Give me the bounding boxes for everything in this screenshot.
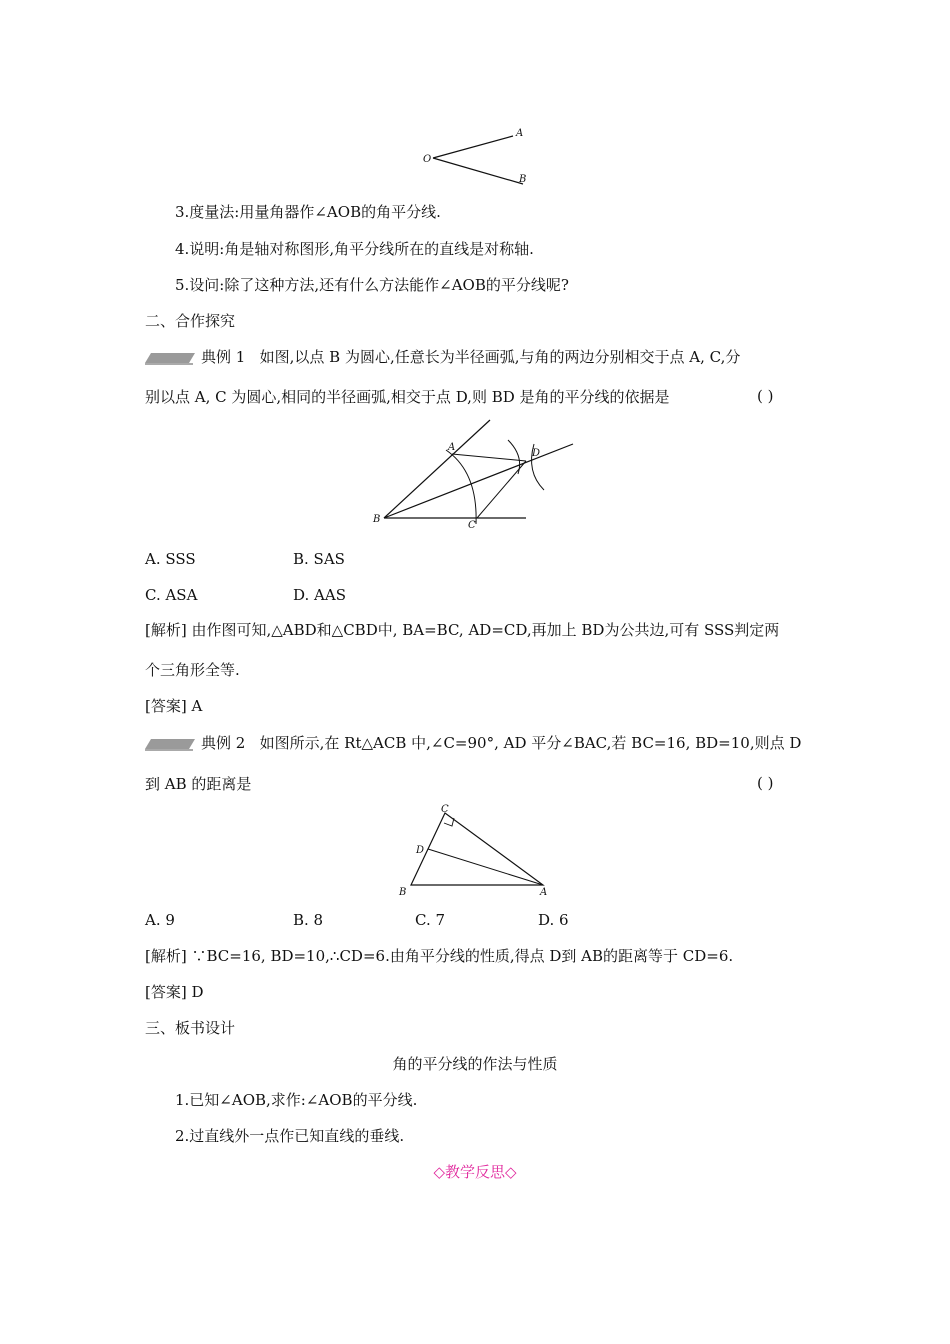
label-a: A — [516, 128, 524, 139]
board-title: 角的平分线的作法与性质 — [392, 1055, 558, 1073]
item-3: 3.度量法:用量角器作∠AOB的角平分线. — [175, 203, 441, 221]
example-1-line-1 — [145, 347, 740, 367]
section-heading-2: 二、合作探究 — [145, 312, 236, 330]
example-2-text-2: 到 AB 的距离是 — [145, 775, 252, 793]
board-item-2: 2.过直线外一点作已知直线的垂线. — [175, 1127, 405, 1145]
figure-angle-aob — [415, 122, 540, 190]
example-1-option-c: C. ASA — [145, 586, 198, 604]
fig1-label-d: D — [532, 448, 541, 459]
fig1-label-c: C — [468, 520, 476, 531]
example-2-analysis: [解析] ∵BC=16, BD=10,∴CD=6.由角平分线的性质,得点 D到 AB的距离等于 CD=6. — [145, 947, 734, 965]
teaching-reflection-heading: ◇教学反思◇ — [433, 1163, 517, 1181]
fig2-label-b: B — [399, 887, 407, 898]
example-1-answer: [答案] A — [145, 697, 203, 715]
example-2-label: 典例 2 — [201, 734, 246, 752]
ray-oa — [433, 136, 513, 158]
label-o: O — [423, 154, 432, 165]
fig1-label-a: A — [448, 442, 456, 453]
example-1-option-d: D. AAS — [293, 586, 346, 604]
example-2-text-1: 如图所示,在 Rt△ACB 中,∠C=90°, AD 平分∠BAC,若 BC=16, BD=10,则点 D — [259, 734, 802, 752]
example-2-option-b: B. 8 — [293, 911, 324, 929]
example-1-text-1: 如图,以点 B 为圆心,任意长为半径画弧,与角的两边分别相交于点 A, C,分 — [259, 348, 741, 366]
example-2-line-1 — [145, 733, 801, 753]
label-b: B — [519, 174, 527, 185]
example-2-option-c: C. 7 — [415, 911, 446, 929]
ray-ob — [433, 158, 523, 184]
figure-example-2 — [395, 803, 555, 898]
example-1-answer-paren: ( ) — [757, 387, 774, 405]
example-1-option-b: B. SAS — [293, 550, 345, 568]
item-4: 4.说明:角是轴对称图形,角平分线所在的直线是对称轴. — [175, 240, 534, 258]
example-tag-icon — [145, 351, 195, 365]
board-item-1: 1.已知∠AOB,求作:∠AOB的平分线. — [175, 1091, 418, 1109]
example-1-analysis-2: 个三角形全等. — [145, 661, 240, 679]
fig2-label-c: C — [441, 804, 449, 815]
example-2-option-a: A. 9 — [145, 911, 175, 929]
example-1-label: 典例 1 — [201, 348, 246, 366]
example-2-answer: [答案] D — [145, 983, 204, 1001]
item-5: 5.设问:除了这种方法,还有什么方法能作∠AOB的平分线呢? — [175, 276, 569, 294]
example-1-option-a: A. SSS — [145, 550, 196, 568]
fig1-label-b: B — [373, 514, 381, 525]
example-2-option-d: D. 6 — [538, 911, 569, 929]
section-heading-3: 三、板书设计 — [145, 1019, 236, 1037]
fig2-label-d: D — [416, 845, 425, 856]
example-1-analysis-1: [解析] 由作图可知,△ABD和△CBD中, BA=BC, AD=CD,再加上 BD为公共边,可有 SSS判定两 — [145, 621, 780, 639]
example-2-answer-paren: ( ) — [757, 774, 774, 792]
figure-example-1 — [368, 412, 583, 532]
fig2-label-a: A — [540, 887, 548, 898]
example-1-text-2: 别以点 A, C 为圆心,相同的半径画弧,相交于点 D,则 BD 是角的平分线的依据是 — [145, 388, 670, 406]
example-tag-icon — [145, 737, 195, 751]
